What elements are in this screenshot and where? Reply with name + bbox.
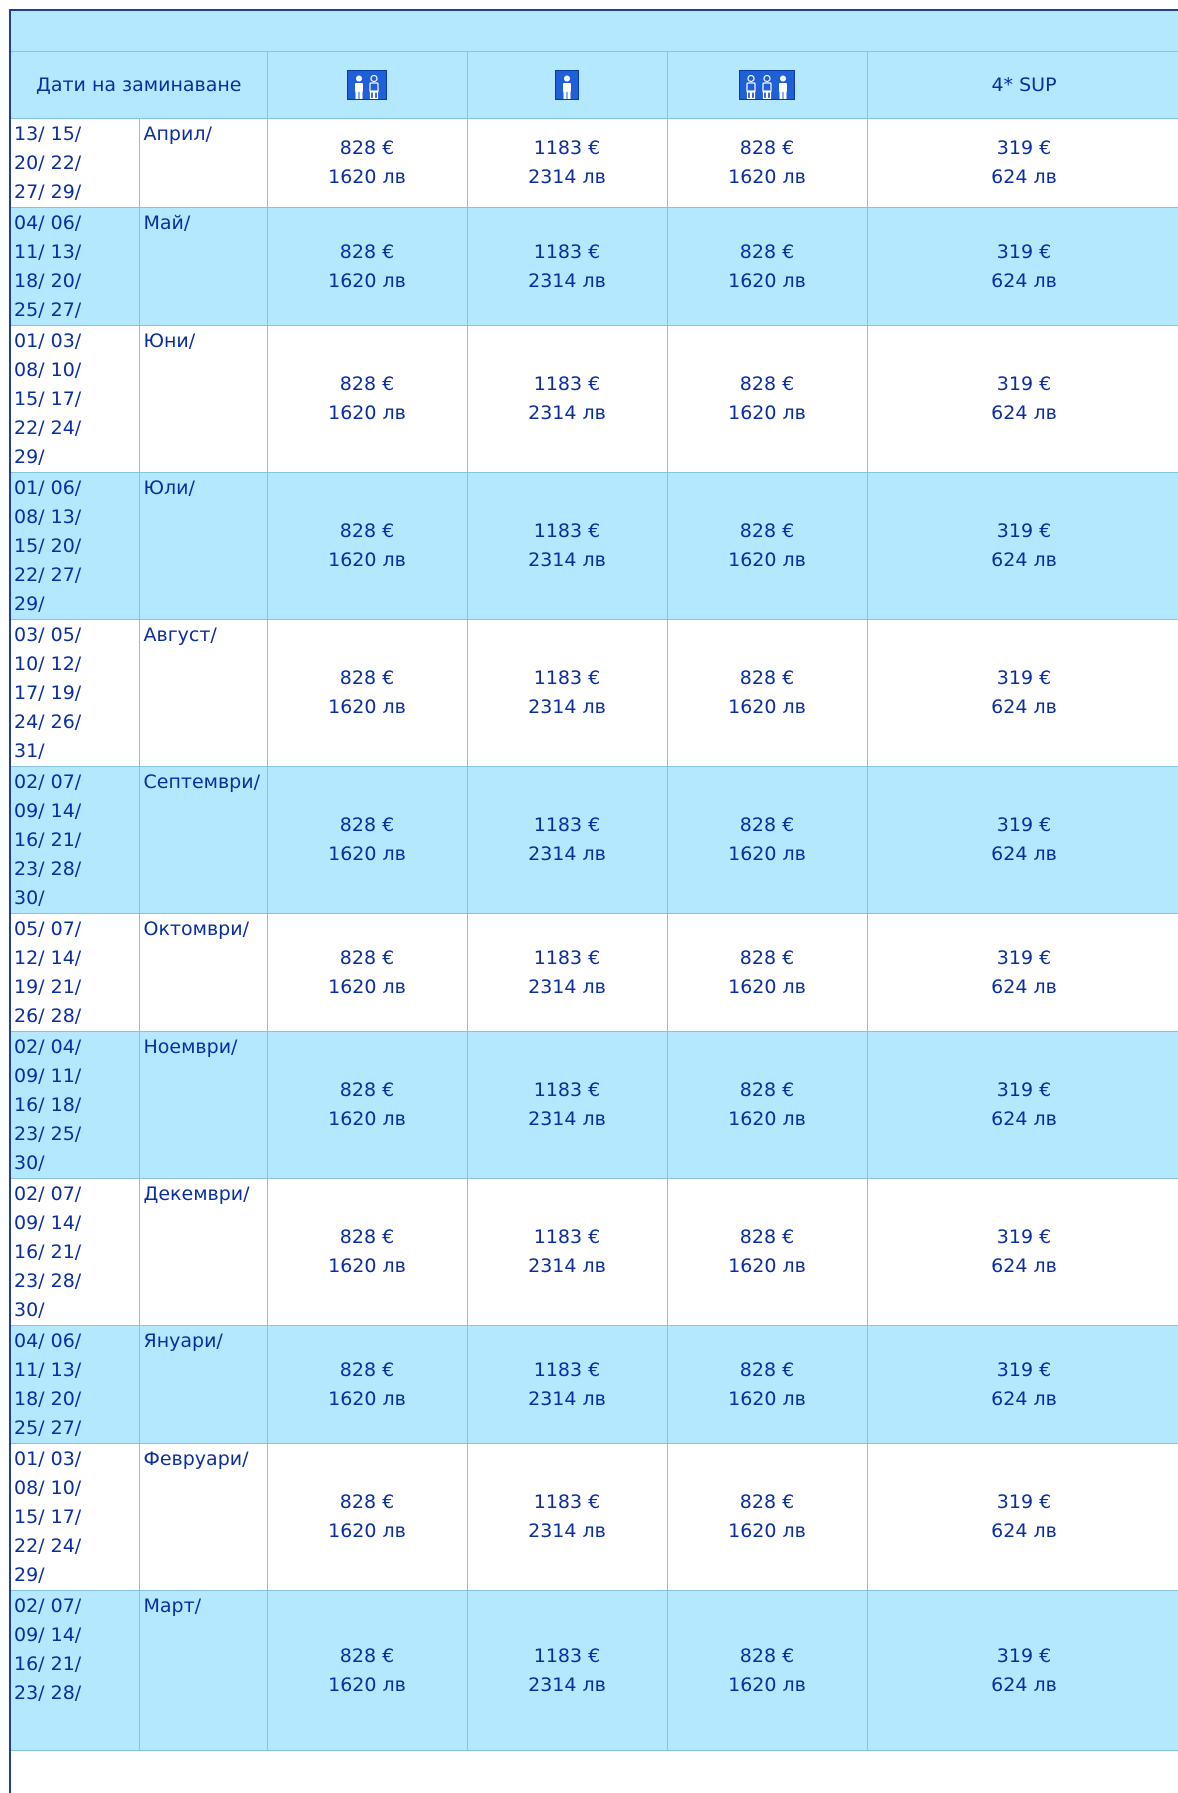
header-row <box>11 52 1178 119</box>
departure-days-line: 20/ 22/ <box>14 152 82 174</box>
triple-room-icon <box>739 70 795 100</box>
triple-price-cell <box>667 1326 867 1444</box>
departure-days-line: 09/ 11/ <box>14 1065 82 1087</box>
triple-price-cell <box>667 1591 867 1751</box>
price-eur: 1183 € <box>533 240 601 263</box>
departure-days-line: 17/ 19/ <box>14 682 82 704</box>
double-room-icon <box>347 70 387 100</box>
price-bgn: 2314 лв <box>528 975 606 998</box>
double-price-cell <box>267 1326 467 1444</box>
departure-days-line: 30/ <box>14 1299 45 1321</box>
price-eur: 828 € <box>739 946 795 969</box>
price-eur: 828 € <box>739 1644 795 1667</box>
price-bgn: 1620 лв <box>328 166 406 188</box>
departure-days-line: 25/ 27/ <box>14 299 82 321</box>
price-bgn: 1620 лв <box>328 1673 406 1696</box>
price-eur: 828 € <box>739 137 795 159</box>
price-eur: 1183 € <box>533 373 601 395</box>
price-eur: 319 € <box>996 373 1052 395</box>
single-price-cell <box>467 1444 667 1591</box>
triple-price-cell <box>667 208 867 326</box>
price-bgn: 624 лв <box>991 1387 1057 1410</box>
price-bgn: 1620 лв <box>728 269 806 292</box>
price-eur: 1183 € <box>533 520 601 542</box>
price-bgn: 1620 лв <box>728 1520 806 1542</box>
departure-days-line: 23/ 28/ <box>14 1270 82 1292</box>
departure-month-cell: Юли/ <box>139 473 267 620</box>
double-price-cell <box>267 1032 467 1179</box>
dates-column-header: Дати на заминаване <box>11 52 267 119</box>
departure-days-cell <box>11 326 139 473</box>
price-eur: 828 € <box>739 667 795 689</box>
extra-price-cell <box>867 119 1178 208</box>
departure-month-cell: Януари/ <box>139 1326 267 1444</box>
price-bgn: 2314 лв <box>528 402 606 424</box>
price-bgn: 1620 лв <box>328 269 406 292</box>
triple-price-cell <box>667 473 867 620</box>
double-room-header <box>267 52 467 119</box>
price-eur: 828 € <box>739 814 795 836</box>
single-price-cell <box>467 208 667 326</box>
single-price-cell <box>467 620 667 767</box>
departure-days-line: 23/ 25/ <box>14 1123 82 1145</box>
departure-days-cell <box>11 1326 139 1444</box>
price-eur: 1183 € <box>533 667 601 689</box>
triple-price-cell <box>667 1179 867 1326</box>
departure-days-line: 04/ 06/ <box>14 212 82 234</box>
price-eur: 319 € <box>996 814 1052 836</box>
price-eur: 828 € <box>739 1358 795 1381</box>
extra-price-cell <box>867 1179 1178 1326</box>
departure-days-line: 02/ 07/ <box>14 771 82 793</box>
extra-price-cell <box>867 1444 1178 1591</box>
price-eur: 828 € <box>339 814 395 836</box>
table-row <box>11 1444 1178 1591</box>
price-bgn: 1620 лв <box>728 1387 806 1410</box>
departure-days-line: 02/ 07/ <box>14 1595 82 1617</box>
price-eur: 319 € <box>996 520 1052 542</box>
table-row <box>11 119 1178 208</box>
price-eur: 1183 € <box>533 1079 601 1101</box>
departure-days-line: 11/ 13/ <box>14 1359 82 1381</box>
departure-days-line: 16/ 21/ <box>14 1653 82 1675</box>
price-bgn: 624 лв <box>991 166 1057 188</box>
price-eur: 828 € <box>739 373 795 395</box>
departure-month-cell: Ноември/ <box>139 1032 267 1179</box>
departure-days-cell <box>11 119 139 208</box>
price-bgn: 1620 лв <box>728 549 806 571</box>
price-eur: 828 € <box>339 667 395 689</box>
price-bgn: 2314 лв <box>528 1387 606 1410</box>
price-eur: 828 € <box>339 1358 395 1381</box>
table-row <box>11 208 1178 326</box>
price-bgn: 1620 лв <box>728 166 806 188</box>
price-bgn: 624 лв <box>991 1520 1057 1542</box>
price-bgn: 1620 лв <box>328 1108 406 1130</box>
single-price-cell <box>467 1326 667 1444</box>
price-eur: 1183 € <box>533 814 601 836</box>
price-bgn: 2314 лв <box>528 269 606 292</box>
departure-days-line: 22/ 24/ <box>14 417 82 439</box>
departure-days-cell <box>11 620 139 767</box>
price-eur: 1183 € <box>533 1358 601 1381</box>
departure-days-line: 29/ <box>14 1564 45 1586</box>
departure-month-cell: Февруари/ <box>139 1444 267 1591</box>
single-price-cell <box>467 767 667 914</box>
price-eur: 828 € <box>339 1226 395 1248</box>
departure-days-line: 30/ <box>14 887 45 909</box>
triple-price-cell <box>667 767 867 914</box>
departure-days-line: 27/ 29/ <box>14 181 82 203</box>
price-bgn: 1620 лв <box>728 1108 806 1130</box>
departure-days-cell <box>11 767 139 914</box>
single-price-cell <box>467 326 667 473</box>
departure-days-line: 30/ <box>14 1152 45 1174</box>
table-row <box>11 914 1178 1032</box>
price-bgn: 624 лв <box>991 269 1057 292</box>
price-bgn: 624 лв <box>991 843 1057 865</box>
departure-days-cell <box>11 1179 139 1326</box>
price-bgn: 624 лв <box>991 1673 1057 1696</box>
price-eur: 319 € <box>996 1226 1052 1248</box>
price-bgn: 2314 лв <box>528 1108 606 1130</box>
departure-month-cell: Март/ <box>139 1591 267 1751</box>
extra-price-cell <box>867 767 1178 914</box>
single-price-cell <box>467 473 667 620</box>
price-eur: 828 € <box>339 240 395 263</box>
extra-price-cell <box>867 473 1178 620</box>
table-row <box>11 1179 1178 1326</box>
price-eur: 319 € <box>996 1644 1052 1667</box>
departure-days-line: 26/ 28/ <box>14 1005 82 1027</box>
price-bgn: 1620 лв <box>328 549 406 571</box>
extra-price-cell <box>867 1591 1178 1751</box>
departure-month-cell: Октомври/ <box>139 914 267 1032</box>
table-row <box>11 767 1178 914</box>
triple-price-cell <box>667 620 867 767</box>
price-table-frame <box>9 9 1178 1793</box>
price-eur: 319 € <box>996 240 1052 263</box>
departure-days-line: 15/ 17/ <box>14 388 82 410</box>
double-price-cell <box>267 326 467 473</box>
price-bgn: 1620 лв <box>328 402 406 424</box>
triple-price-cell <box>667 1032 867 1179</box>
departure-days-line: 13/ 15/ <box>14 123 82 145</box>
departure-days-line: 16/ 21/ <box>14 829 82 851</box>
departure-days-cell <box>11 208 139 326</box>
price-bgn: 2314 лв <box>528 1520 606 1542</box>
double-price-cell <box>267 767 467 914</box>
triple-price-cell <box>667 119 867 208</box>
price-bgn: 1620 лв <box>328 1387 406 1410</box>
price-eur: 1183 € <box>533 137 601 159</box>
table-row <box>11 620 1178 767</box>
price-eur: 319 € <box>996 1079 1052 1101</box>
price-bgn: 624 лв <box>991 402 1057 424</box>
price-eur: 319 € <box>996 137 1052 159</box>
price-bgn: 1620 лв <box>728 843 806 865</box>
price-eur: 828 € <box>339 520 395 542</box>
price-eur: 828 € <box>739 520 795 542</box>
price-bgn: 1620 лв <box>728 696 806 718</box>
extra-price-cell <box>867 326 1178 473</box>
departure-rows <box>11 119 1178 1751</box>
single-price-cell <box>467 914 667 1032</box>
triple-room-header <box>667 52 867 119</box>
single-price-cell <box>467 119 667 208</box>
departure-days-line: 15/ 20/ <box>14 535 82 557</box>
double-price-cell <box>267 914 467 1032</box>
departure-month-cell: Май/ <box>139 208 267 326</box>
single-room-header <box>467 52 667 119</box>
table-row <box>11 1591 1178 1751</box>
double-price-cell <box>267 119 467 208</box>
price-bgn: 2314 лв <box>528 1673 606 1696</box>
departure-month-cell: Август/ <box>139 620 267 767</box>
double-price-cell <box>267 208 467 326</box>
price-bgn: 624 лв <box>991 975 1057 998</box>
departure-days-line: 10/ 12/ <box>14 653 82 675</box>
price-bgn: 2314 лв <box>528 166 606 188</box>
price-eur: 1183 € <box>533 1644 601 1667</box>
extra-price-cell <box>867 1032 1178 1179</box>
price-eur: 319 € <box>996 667 1052 689</box>
price-bgn: 2314 лв <box>528 1255 606 1277</box>
price-eur: 1183 € <box>533 1491 601 1513</box>
departure-days-line: 19/ 21/ <box>14 976 82 998</box>
price-bgn: 624 лв <box>991 549 1057 571</box>
extra-price-cell <box>867 208 1178 326</box>
table-row <box>11 1326 1178 1444</box>
departure-days-line: 08/ 10/ <box>14 359 82 381</box>
price-bgn: 1620 лв <box>328 975 406 998</box>
double-price-cell <box>267 1444 467 1591</box>
departure-days-line: 05/ 07/ <box>14 918 82 940</box>
price-bgn: 1620 лв <box>728 1673 806 1696</box>
extra-price-cell <box>867 620 1178 767</box>
departure-days-cell <box>11 473 139 620</box>
extra-price-cell <box>867 1326 1178 1444</box>
price-bgn: 2314 лв <box>528 843 606 865</box>
departure-days-line: 02/ 07/ <box>14 1183 82 1205</box>
departure-days-line: 03/ 05/ <box>14 624 82 646</box>
departure-days-line: 08/ 10/ <box>14 1477 82 1499</box>
single-price-cell <box>467 1591 667 1751</box>
price-bgn: 624 лв <box>991 1255 1057 1277</box>
departure-days-line: 09/ 14/ <box>14 1624 82 1646</box>
price-eur: 828 € <box>739 1226 795 1248</box>
departure-price-table <box>11 52 1178 1751</box>
departure-days-line: 01/ 03/ <box>14 330 82 352</box>
price-eur: 1183 € <box>533 1226 601 1248</box>
price-eur: 1183 € <box>533 946 601 969</box>
double-price-cell <box>267 473 467 620</box>
departure-days-line: 09/ 14/ <box>14 1212 82 1234</box>
price-eur: 319 € <box>996 1491 1052 1513</box>
departure-days-line: 11/ 13/ <box>14 241 82 263</box>
departure-days-line: 08/ 13/ <box>14 506 82 528</box>
departure-days-line: 01/ 06/ <box>14 477 82 499</box>
price-eur: 828 € <box>739 240 795 263</box>
price-bgn: 1620 лв <box>328 696 406 718</box>
category-column-header: 4* SUP <box>867 52 1178 119</box>
departure-days-line: 12/ 14/ <box>14 947 82 969</box>
departure-days-cell <box>11 914 139 1032</box>
price-eur: 828 € <box>339 1644 395 1667</box>
price-bgn: 1620 лв <box>728 402 806 424</box>
price-bgn: 624 лв <box>991 1108 1057 1130</box>
departure-days-line: 16/ 21/ <box>14 1241 82 1263</box>
triple-price-cell <box>667 1444 867 1591</box>
price-bgn: 1620 лв <box>328 1520 406 1542</box>
departure-days-line: 15/ 17/ <box>14 1506 82 1528</box>
price-bgn: 1620 лв <box>328 1255 406 1277</box>
departure-month-cell: Септември/ <box>139 767 267 914</box>
price-eur: 828 € <box>339 1491 395 1513</box>
table-row <box>11 473 1178 620</box>
departure-month-cell: Юни/ <box>139 326 267 473</box>
departure-days-line: 02/ 04/ <box>14 1036 82 1058</box>
price-bgn: 2314 лв <box>528 549 606 571</box>
single-room-icon <box>555 70 579 100</box>
table-row <box>11 326 1178 473</box>
price-eur: 828 € <box>339 946 395 969</box>
departure-days-line: 16/ 18/ <box>14 1094 82 1116</box>
departure-days-line: 18/ 20/ <box>14 1388 82 1410</box>
departure-days-line: 18/ 20/ <box>14 270 82 292</box>
departure-days-line: 22/ 27/ <box>14 564 82 586</box>
departure-days-line: 31/ <box>14 740 45 762</box>
triple-price-cell <box>667 914 867 1032</box>
departure-days-line: 24/ 26/ <box>14 711 82 733</box>
departure-days-line: 25/ 27/ <box>14 1417 82 1439</box>
departure-days-cell <box>11 1032 139 1179</box>
top-band <box>11 11 1178 52</box>
table-row <box>11 1032 1178 1179</box>
double-price-cell <box>267 1179 467 1326</box>
price-eur: 828 € <box>739 1491 795 1513</box>
departure-days-line: 29/ <box>14 593 45 615</box>
departure-days-line: 23/ 28/ <box>14 1682 82 1704</box>
single-price-cell <box>467 1032 667 1179</box>
departure-days-line: 22/ 24/ <box>14 1535 82 1557</box>
price-bgn: 624 лв <box>991 696 1057 718</box>
departure-days-line: 01/ 03/ <box>14 1448 82 1470</box>
single-price-cell <box>467 1179 667 1326</box>
departure-days-line: 23/ 28/ <box>14 858 82 880</box>
double-price-cell <box>267 620 467 767</box>
price-bgn: 1620 лв <box>728 975 806 998</box>
price-eur: 828 € <box>339 373 395 395</box>
triple-price-cell <box>667 326 867 473</box>
price-eur: 828 € <box>339 1079 395 1101</box>
departure-days-cell <box>11 1591 139 1751</box>
price-bgn: 2314 лв <box>528 696 606 718</box>
price-eur: 319 € <box>996 1358 1052 1381</box>
price-eur: 828 € <box>339 137 395 159</box>
double-price-cell <box>267 1591 467 1751</box>
price-bgn: 1620 лв <box>728 1255 806 1277</box>
price-eur: 828 € <box>739 1079 795 1101</box>
departure-days-cell <box>11 1444 139 1591</box>
extra-price-cell <box>867 914 1178 1032</box>
departure-month-cell: Април/ <box>139 119 267 208</box>
departure-days-line: 09/ 14/ <box>14 800 82 822</box>
price-bgn: 1620 лв <box>328 843 406 865</box>
departure-days-line: 04/ 06/ <box>14 1330 82 1352</box>
departure-month-cell: Декември/ <box>139 1179 267 1326</box>
departure-days-line: 29/ <box>14 446 45 468</box>
price-eur: 319 € <box>996 946 1052 969</box>
